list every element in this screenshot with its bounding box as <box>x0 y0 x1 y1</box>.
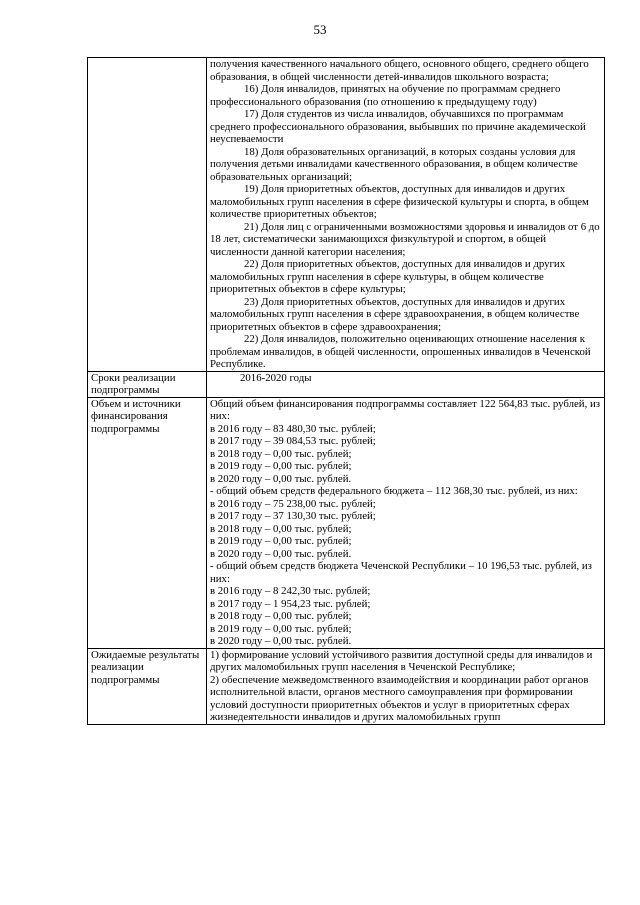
row-content <box>207 58 605 372</box>
paragraph: 19) Доля приоритетных объектов, доступных для инвалидов и других маломобильных групп населения в сфере физической культуры и спорта, в общем количестве приоритетных объектов; <box>210 183 589 220</box>
page-number: 53 <box>313 22 327 37</box>
paragraph: получения качественного начального общего, основного общего, среднего общего образования, в общей численности детей-инвалидов школьного возраста; <box>210 58 589 83</box>
paragraph: 2) обеспечение межведомственного взаимодействия и координации работ органов исполнительной власти, органов местного самоуправления при формировании условий доступности приоритетных объектов и услуг в приоритетных сферах жизнедеятельности инвалидов и других маломобильных групп <box>210 673 589 723</box>
paragraph: 2016-2020 годы <box>240 371 312 384</box>
paragraph: - общий объем средств бюджета Чеченской Республики – 10 196,53 тыс. рублей, из них: <box>210 560 592 585</box>
paragraph: Общий объем финансирования подпрограммы составляет 122 564,83 тыс. рублей, из них: <box>210 397 601 422</box>
row-label: Ожидаемые результаты реализации подпрограммы <box>88 648 207 724</box>
paragraph: в 2016 году – 75 238,00 тыс. рублей; <box>210 497 376 510</box>
paragraph: в 2017 году – 37 130,30 тыс. рублей; <box>210 510 376 522</box>
paragraph: в 2020 году – 0,00 тыс. рублей. <box>210 635 352 647</box>
row-content <box>207 371 605 397</box>
passport-table <box>87 57 605 725</box>
paragraph: 17) Доля студентов из числа инвалидов, обучавшихся по программам среднего профессионального образования, выбывших по причине академической неуспеваемости <box>210 108 586 145</box>
paragraph: 21) Доля лиц с ограниченными возможностями здоровья и инвалидов от 6 до 18 лет, систематически занимающихся физкультурой и спортом, в общей численности данной категории населения; <box>210 220 600 258</box>
paragraph: в 2019 году – 0,00 тыс. рублей; <box>210 460 352 472</box>
paragraph: в 2020 году – 0,00 тыс. рублей. <box>210 472 352 485</box>
paragraph: в 2016 году – 8 242,30 тыс. рублей; <box>210 585 371 597</box>
paragraph: в 2018 году – 0,00 тыс. рублей; <box>210 447 352 460</box>
paragraph: в 2020 году – 0,00 тыс. рублей. <box>210 547 352 560</box>
paragraph: 23) Доля приоритетных объектов, доступных для инвалидов и других маломобильных групп населения в сфере здравоохранения, в общем количестве приоритетных объектов в сфере здравоохранения; <box>210 295 580 333</box>
table-row <box>88 648 605 724</box>
paragraph: 1) формирование условий устойчивого развития доступной среды для инвалидов и других маломобильных групп населения в Чеченской Республике; <box>210 648 593 673</box>
paragraph: 18) Доля образовательных организаций, в которых созданы условия для получения детьми инвалидами качественного образования, в общем количестве образовательных организаций; <box>210 145 578 183</box>
table-row <box>88 371 605 397</box>
paragraph: в 2018 году – 0,00 тыс. рублей; <box>210 522 352 535</box>
table-row <box>88 58 605 372</box>
row-label <box>88 58 207 372</box>
table-row <box>88 397 605 648</box>
row-label: Объем и источники финансирования подпрограммы <box>88 397 207 648</box>
row-label: Сроки реализации подпрограммы <box>88 371 207 397</box>
paragraph: в 2018 году – 0,00 тыс. рублей; <box>210 610 352 622</box>
paragraph: в 2019 году – 0,00 тыс. рублей; <box>210 535 352 547</box>
paragraph: в 2017 году – 39 084,53 тыс. рублей; <box>210 435 376 447</box>
paragraph: в 2016 году – 83 480,30 тыс. рублей; <box>210 422 376 435</box>
paragraph: 16) Доля инвалидов, принятых на обучение по программам среднего профессионального образования (по отношению к предыдущему году) <box>210 83 561 108</box>
paragraph: в 2017 году – 1 954,23 тыс. рублей; <box>210 597 371 610</box>
paragraph: в 2019 году – 0,00 тыс. рублей; <box>210 622 352 635</box>
row-content <box>207 648 605 724</box>
row-content <box>207 397 605 648</box>
paragraph: 22) Доля приоритетных объектов, доступных для инвалидов и других маломобильных групп населения в сфере культуры, в общем количестве приоритетных объектов в сфере культуры; <box>210 258 566 295</box>
paragraph: 22) Доля инвалидов, положительно оценивающих отношение населения к проблемам инвалидов, в общей численности, опрошенных инвалидов в Чеченской Республике. <box>210 333 591 370</box>
paragraph: - общий объем средств федерального бюджета – 112 368,30 тыс. рублей, из них: <box>210 485 578 497</box>
